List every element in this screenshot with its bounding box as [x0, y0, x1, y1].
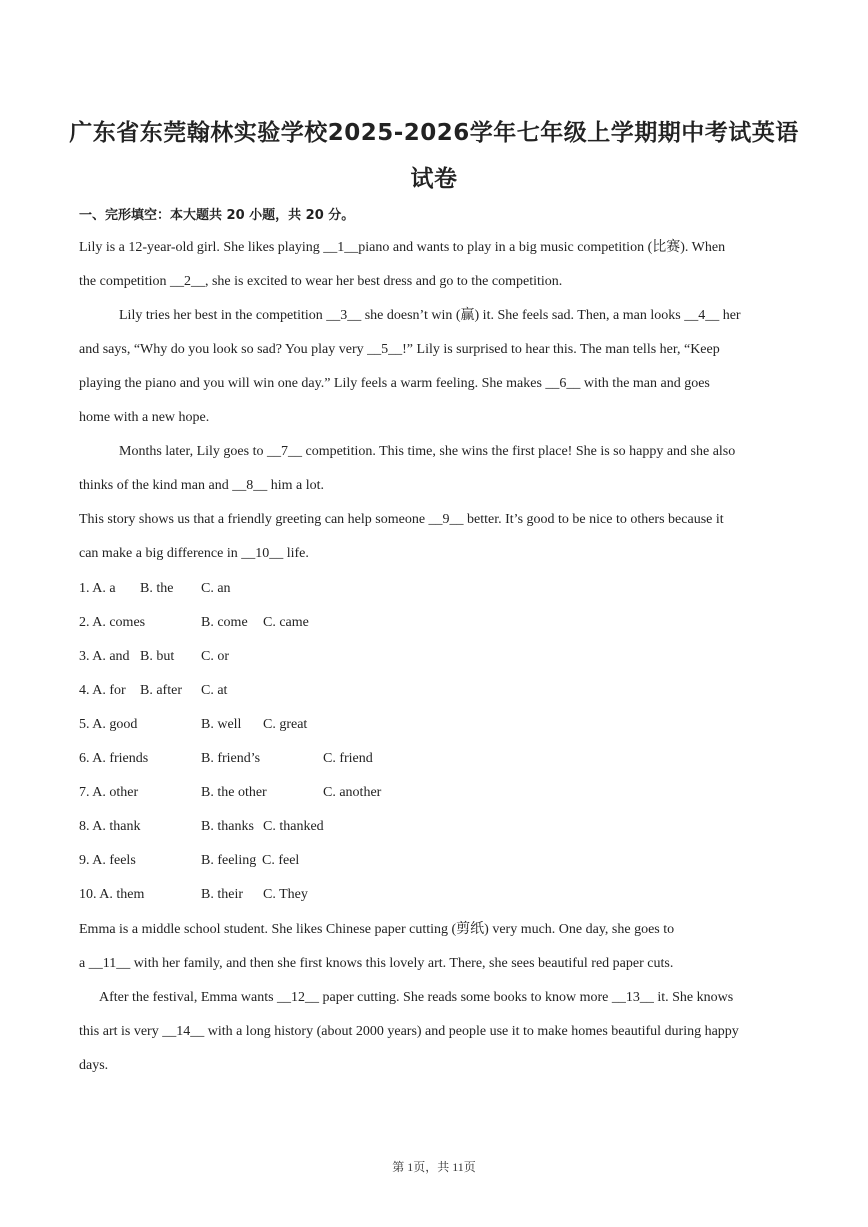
option-c: C. friend	[323, 751, 373, 766]
option-b: B. feeling	[201, 853, 257, 868]
page-title-line1: 广东省东莞翰林实验学校2025-2026学年七年级上学期期中考试英语	[69, 120, 799, 146]
page-title-line2: 试卷	[410, 166, 458, 192]
passage2-line: a __11__ with her family, and then she first knows this lovely art. There, she sees beautiful red paper cuts.	[79, 956, 674, 971]
option-b: B. the other	[201, 785, 267, 800]
passage2-line: After the festival, Emma wants __12__ paper cutting. She reads some books to know more __13__ it. She knows	[99, 990, 734, 1005]
option-b: B. after	[140, 683, 182, 698]
passage1-line: This story shows us that a friendly greeting can help someone __9__ better. It’s good to be nice to others because it	[79, 512, 724, 527]
option-b: B. friend’s	[201, 751, 261, 766]
option-c: C. thanked	[263, 819, 324, 834]
option-c: C. an	[201, 581, 231, 596]
passage2-line: Emma is a middle school student. She likes Chinese paper cutting (剪纸) very much. One day, she goes to	[79, 922, 675, 937]
option-c: C. great	[263, 717, 308, 732]
option-a: 6. A. friends	[79, 751, 149, 766]
option-b: B. come	[201, 615, 248, 630]
passage2-line: days.	[79, 1058, 109, 1073]
passage1-line: Lily tries her best in the competition __3__ she doesn’t win (赢) it. She feels sad. Then, a man looks __4__ her	[119, 308, 741, 323]
option-a: 1. A. a	[79, 581, 116, 596]
option-a: 10. A. them	[79, 887, 145, 902]
passage1-line: Lily is a 12-year-old girl. She likes playing __1__piano and wants to play in a big music competition (比赛). When	[79, 240, 726, 255]
passage1-line: home with a new hope.	[79, 410, 210, 425]
passage1-line: thinks of the kind man and __8__ him a lot.	[79, 478, 324, 493]
option-a: 2. A. comes	[79, 615, 146, 630]
option-a: 9. A. feels	[79, 853, 136, 868]
page-footer: 第 1页，共 11页	[392, 1160, 476, 1174]
option-b: B. their	[201, 887, 243, 902]
option-b: B. but	[140, 649, 175, 664]
passage1-line: the competition __2__, she is excited to wear her best dress and go to the competition.	[79, 274, 563, 289]
option-a: 8. A. thank	[79, 819, 141, 834]
option-b: B. well	[201, 717, 242, 732]
option-c: C. They	[263, 887, 308, 902]
passage1-line: and says, “Why do you look so sad? You play very __5__!” Lily is surprised to hear this. The man tells her, “Keep	[79, 342, 720, 357]
option-c: C. at	[201, 683, 228, 698]
option-a: 4. A. for	[79, 683, 126, 698]
option-c: C. or	[201, 649, 229, 664]
section-heading: 一、完形填空：本大题共 20 小题，共 20 分。	[79, 208, 355, 223]
passage1-line: Months later, Lily goes to __7__ competition. This time, she wins the first place! She is so happy and she also	[119, 444, 736, 459]
option-a: 3. A. and	[79, 649, 130, 664]
option-a: 5. A. good	[79, 717, 138, 732]
passage2-line: this art is very __14__ with a long history (about 2000 years) and people use it to make homes beautiful during happy	[79, 1024, 739, 1039]
option-c: C. feel	[262, 853, 300, 868]
passage1-line: can make a big difference in __10__ life.	[79, 546, 309, 561]
option-a: 7. A. other	[79, 785, 139, 800]
option-b: B. the	[140, 581, 174, 596]
option-b: B. thanks	[201, 819, 254, 834]
option-c: C. another	[323, 785, 382, 800]
passage1-line: playing the piano and you will win one day.” Lily feels a warm feeling. She makes __6__ with the man and goes	[79, 376, 710, 391]
option-c: C. came	[263, 615, 309, 630]
